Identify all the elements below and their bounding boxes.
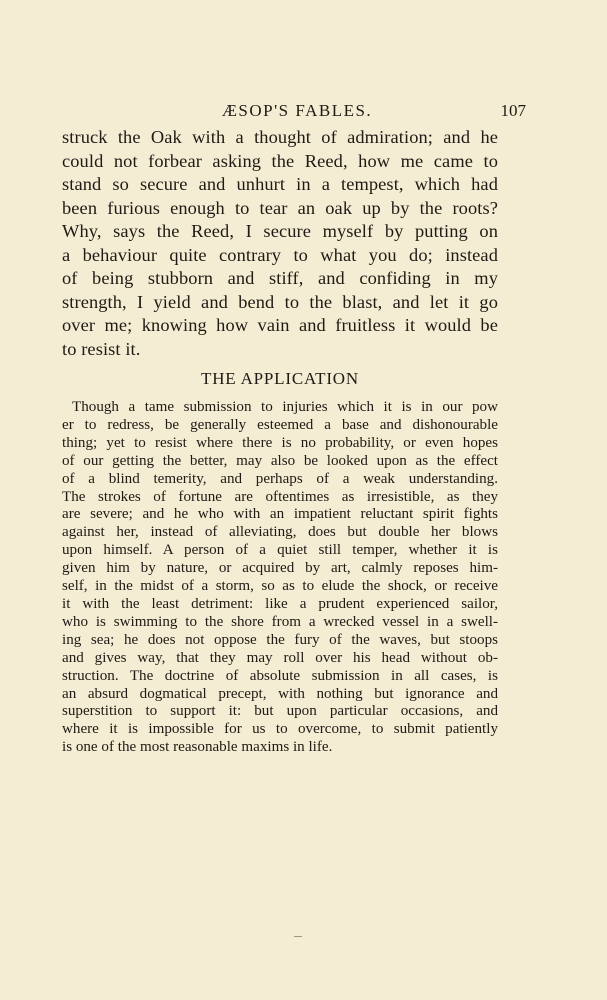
application-line: thing; yet to resist where there is no probability, or even hopes	[62, 434, 498, 451]
page-mark	[294, 936, 302, 937]
application-line: who is swimming to the shore from a wrecked vessel in a swell-	[62, 613, 498, 630]
application-line: Though a tame submission to injuries which it is in our pow	[72, 399, 498, 415]
section-title: THE APPLICATION	[201, 369, 359, 388]
running-head: ÆSOP'S FABLES.	[221, 101, 373, 120]
application-line: ing sea; he does not oppose the fury of the waves, but stoops	[62, 631, 498, 648]
fable-text	[62, 126, 498, 361]
application-line: of our getting the better, may also be looked upon as the effect	[62, 452, 498, 469]
text-line: to resist it.	[62, 338, 141, 359]
application-line: The strokes of fortune are oftentimes as irresistible, as they	[62, 488, 498, 505]
text-line: over me; knowing how vain and fruitless it would be	[62, 315, 498, 335]
application-line: against her, instead of alleviating, does but double her blows	[62, 524, 498, 541]
application-line: of a blind temerity, and perhaps of a weak understanding.	[62, 470, 498, 487]
text-line: stand so secure and unhurt in a tempest, which had	[62, 174, 498, 194]
text-line: strength, I yield and bend to the blast, and let it go	[62, 291, 498, 312]
application-line: is one of the most reasonable maxims in life.	[62, 739, 333, 756]
text-line: a behaviour quite contrary to what you do; instead	[62, 244, 498, 265]
page-number: 107	[500, 101, 526, 120]
application-line: self, in the midst of a storm, so as to elude the shock, or receive	[62, 578, 498, 595]
application-line: an absurd dogmatical precept, with nothing but ignorance and	[62, 685, 498, 702]
text-line: of being stubborn and stiff, and confiding in my	[62, 268, 498, 288]
text-line: been furious enough to tear an oak up by the roots?	[62, 197, 498, 218]
text-line: Why, says the Reed, I secure myself by putting on	[62, 221, 498, 241]
application-line: er to redress, be generally esteemed a base and dishonourable	[62, 416, 498, 433]
application-text	[62, 399, 498, 757]
application-line: where it is impossible for us to overcome, to submit patiently	[62, 721, 498, 738]
text-line: could not forbear asking the Reed, how me came to	[62, 150, 498, 171]
application-line: superstition to support it: but upon particular occasions, and	[62, 703, 498, 720]
application-line: upon himself. A person of a quiet still temper, whether it is	[62, 542, 498, 559]
application-line: are severe; and he who with an impatient reluctant spirit fights	[62, 506, 498, 523]
application-line: given him by nature, or acquired by art, calmly reposes him-	[62, 560, 498, 577]
application-line: it with the least detriment: like a prudent experienced sailor,	[62, 595, 498, 612]
application-line: struction. The doctrine of absolute submission in all cases, is	[62, 667, 498, 684]
application-line: and gives way, that they may roll over his head without ob-	[62, 649, 498, 666]
text-line: struck the Oak with a thought of admiration; and he	[62, 127, 498, 147]
page-header	[62, 101, 526, 123]
